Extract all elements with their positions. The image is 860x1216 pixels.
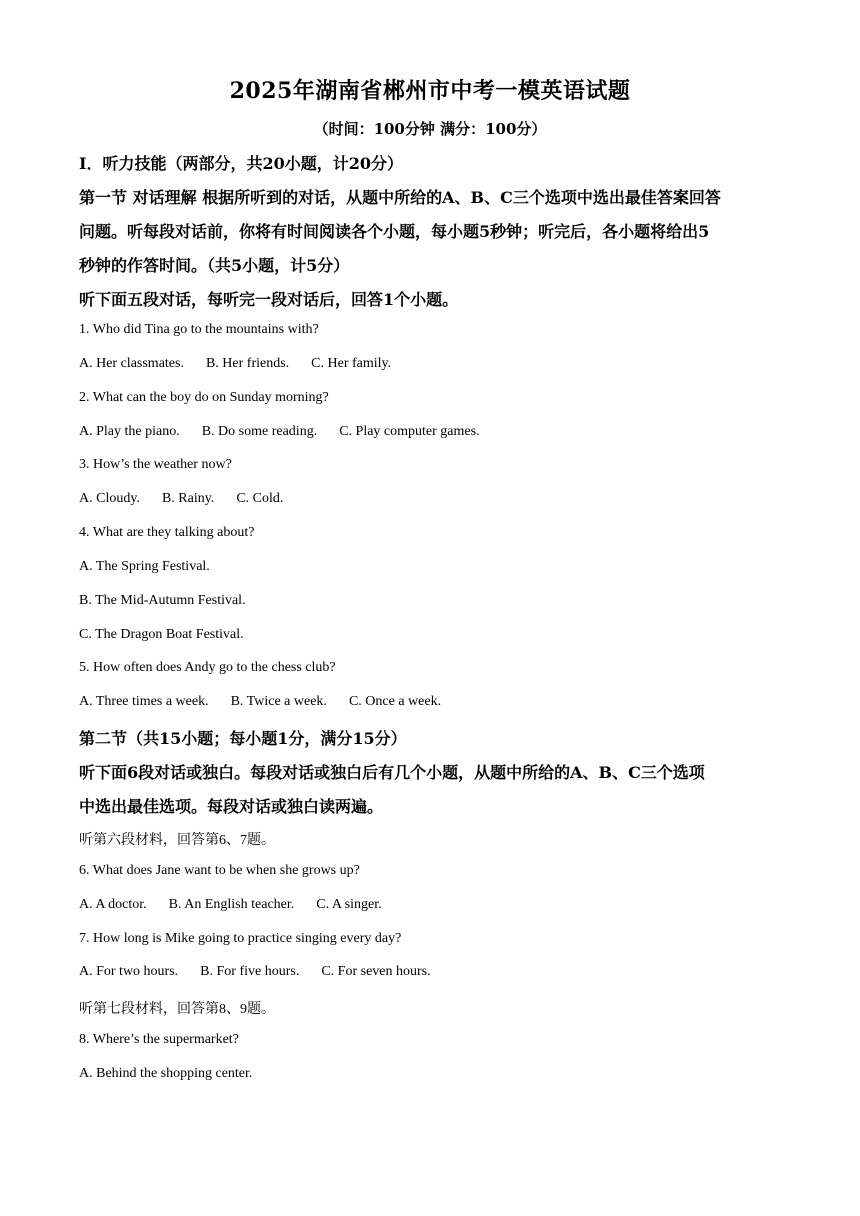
- section1-instructions-line3: 秒钟的作答时间。（共5小题，计5分）: [79, 256, 350, 275]
- question-6-option-b: B. An English teacher.: [168, 897, 295, 912]
- question-5-option-a: A. Three times a week.: [79, 694, 209, 709]
- question-1-option-c: C. Her family.: [311, 356, 392, 371]
- question-8-stem: 8. Where’s the supermarket?: [79, 1032, 239, 1047]
- question-5-stem: 5. How often does Andy go to the chess club?: [79, 660, 336, 675]
- section2-instructions-line1: 听下面6段对话或独白。每段对话或独白后有几个小题，从题中所给的A、B、C三个选项: [79, 763, 705, 782]
- question-1-stem: 1. Who did Tina go to the mountains with?: [79, 322, 319, 337]
- question-3-option-b: B. Rainy.: [161, 491, 215, 506]
- exam-title: 2025年湖南省郴州市中考一模英语试题: [229, 78, 631, 104]
- question-6-stem: 6. What does Jane want to be when she grows up?: [79, 863, 360, 878]
- question-5-option-c: C. Once a week.: [348, 694, 442, 709]
- question-5-option-b: B. Twice a week.: [230, 694, 327, 709]
- question-8-option-a: A. Behind the shopping center.: [79, 1066, 253, 1081]
- question-4-option-b: B. The Mid-Autumn Festival.: [79, 593, 246, 608]
- question-7-option-c: C. For seven hours.: [321, 964, 431, 979]
- question-3-option-a: A. Cloudy.: [79, 491, 140, 506]
- question-7-option-b: B. For five hours.: [200, 964, 300, 979]
- question-3-option-c: C. Cold.: [236, 491, 284, 506]
- question-7-option-a: A. For two hours.: [79, 964, 179, 979]
- question-2-options: [79, 424, 799, 440]
- section1-instructions-line2: 问题。听每段对话前，你将有时间阅读各个小题，每小题5秒钟；听完后，各小题将给出5: [79, 222, 710, 241]
- question-6-option-c: C. A singer.: [316, 897, 382, 912]
- question-4-stem: 4. What are they talking about?: [79, 525, 255, 540]
- part1-heading: Ⅰ．听力技能（两部分，共20小题，计20分）: [79, 154, 404, 173]
- question-4-option-c: C. The Dragon Boat Festival.: [79, 627, 244, 642]
- question-7-stem: 7. How long is Mike going to practice singing every day?: [79, 931, 402, 946]
- exam-subtitle: （时间：100分钟 满分：100分）: [313, 120, 547, 138]
- question-6-option-a: A. A doctor.: [79, 897, 147, 912]
- question-7-options: [79, 964, 799, 980]
- question-1-option-b: B. Her friends.: [205, 356, 290, 371]
- question-1-options: [79, 356, 799, 372]
- question-2-stem: 2. What can the boy do on Sunday morning?: [79, 390, 329, 405]
- material-6-note: 听第六段材料，回答第6、7题。: [79, 833, 275, 848]
- question-2-option-c: C. Play computer games.: [339, 424, 480, 439]
- question-1-option-a: A. Her classmates.: [79, 356, 184, 371]
- question-6-options: [79, 897, 799, 913]
- question-2-option-a: A. Play the piano.: [79, 424, 180, 439]
- material-7-note: 听第七段材料，回答第8、9题。: [79, 1002, 275, 1017]
- section2-instructions-line2: 中选出最佳选项。每段对话或独白读两遍。: [79, 797, 384, 816]
- question-2-option-b: B. Do some reading.: [201, 424, 318, 439]
- section1-instructions-line1: 第一节 对话理解 根据所听到的对话，从题中所给的A、B、C三个选项中选出最佳答案回答: [79, 188, 721, 207]
- question-4-option-a: A. The Spring Festival.: [79, 559, 210, 574]
- question-3-stem: 3. How’s the weather now?: [79, 457, 232, 472]
- section1-directions: 听下面五段对话，每听完一段对话后，回答1个小题。: [79, 290, 459, 309]
- question-3-options: [79, 491, 799, 507]
- section2-heading: 第二节（共15小题；每小题1分，满分15分）: [79, 729, 407, 748]
- question-5-options: [79, 694, 799, 710]
